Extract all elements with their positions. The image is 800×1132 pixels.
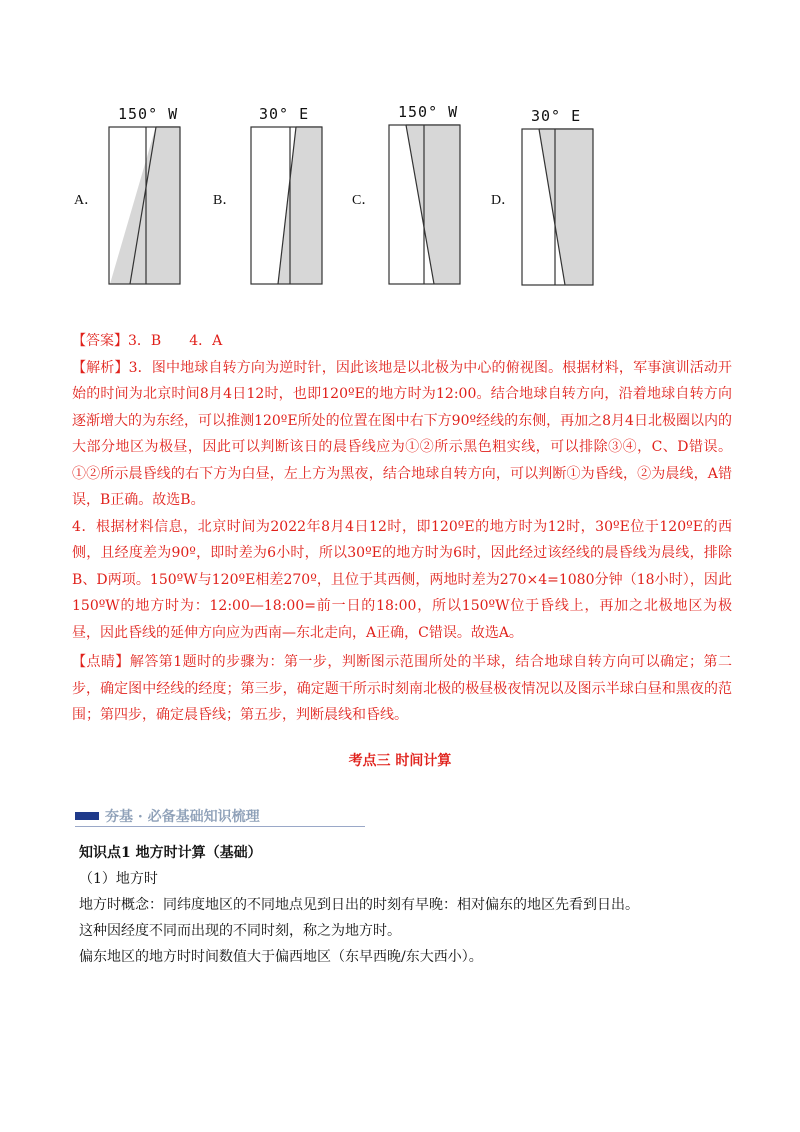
- knowledge-subheading: （1）地方时: [79, 871, 158, 887]
- option-a-title: 150° W: [118, 105, 179, 123]
- banner-text: 夯基 · 必备基础知识梳理: [105, 809, 260, 825]
- analysis-paragraph-4: 4．根据材料信息，北京时间为2022年8月4日12时，即120ºE的地方时为12时，30ºE位于120ºE的西侧，且经度差为90º，即时差为6小时，所以30ºE的地方时为6时，因此经过该经线的晨昏线为晨线，排除B、D两项。150ºW与120ºE相差270º，且位于其西侧，两地时差为270×4=1080分钟（18小时），因此150ºW的地方时为：12:00—18:00=前一日的18:00，所以150ºW位于昏线上，再加之北极地区为极昼，因此昏线的延伸方向应为西南—东北走向，A正确，C错误。故选A。: [72, 518, 732, 641]
- analysis-paragraph-3: [72, 355, 732, 514]
- answer-line: [72, 328, 732, 355]
- option-d-title: 30° E: [531, 107, 582, 125]
- banner-accent-bar: [75, 812, 99, 820]
- tip-paragraph: [72, 649, 732, 729]
- option-c-letter: C．: [352, 193, 376, 208]
- option-b-letter: B．: [213, 193, 237, 208]
- option-d-diagram: [521, 128, 595, 286]
- analysis-label: 【解析】: [72, 359, 129, 376]
- section-banner: [75, 806, 365, 826]
- section-title: 考点三 时间计算: [348, 753, 452, 769]
- option-b-title: 30° E: [259, 105, 310, 123]
- knowledge-point-title: 知识点1 地方时计算（基础）: [79, 845, 262, 861]
- option-a-diagram: [108, 126, 182, 286]
- option-b-diagram: [250, 126, 324, 286]
- option-d-shaded-area: [539, 128, 593, 285]
- option-d-letter: D．: [491, 193, 516, 208]
- banner-underline: [75, 826, 365, 827]
- tip-label: 【点睛】: [72, 654, 130, 670]
- option-c-diagram: [388, 124, 462, 286]
- option-c-title: 150° W: [398, 103, 459, 121]
- analysis-text-3: 3．图中地球自转方向为逆时针，因此该地是以北极为中心的俯视图。根据材料，军事演训活动开始的时间为北京时间8月4日12时，也即120ºE的地方时为12:00。结合地球自转方向，沿着地球自转方向逐渐增大的为东经，可以推测120ºE所处的位置在图中右下方90º经线的东侧，再加之8月4日北极圈以内的大部分地区为极昼，因此可以判断该日的晨昏线应为①②所示黑色粗实线，可以排除③④，C、D错误。①②所示晨昏线的右下方为白昼，左上方为黑夜，结合地球自转方向，可以判断①为昏线，②为晨线，A错误，B正确。故选B。: [72, 359, 733, 508]
- knowledge-line-2: 这种因经度不同而出现的不同时刻，称之为地方时。: [79, 923, 401, 939]
- knowledge-line-3: 偏东地区的地方时时间数值大于偏西地区（东早西晚/东大西小）。: [79, 949, 483, 965]
- tip-text: 解答第1题时的步骤为：第一步，判断图示范围所处的半球，结合地球自转方向可以确定；第二步，确定图中经线的经度；第三步，确定题干所示时刻南北极的极昼极夜情况以及图示半球白昼和黑夜的范围；第四步，确定晨昏线；第五步，判断晨线和昏线。: [72, 654, 732, 723]
- answer-label: 【答案】: [72, 333, 128, 349]
- tip-block: [72, 649, 732, 729]
- option-b-shaded-area: [278, 126, 322, 284]
- answer-explanation-block: [72, 328, 732, 646]
- option-a-shaded-area: [110, 126, 180, 284]
- answer-text: 3．B 4．A: [128, 333, 223, 349]
- option-c-shaded-area: [406, 124, 460, 284]
- knowledge-line-1: 地方时概念：同纬度地区的不同地点见到日出的时刻有早晚：相对偏东的地区先看到日出。: [79, 897, 639, 913]
- option-a-letter: A．: [74, 193, 99, 208]
